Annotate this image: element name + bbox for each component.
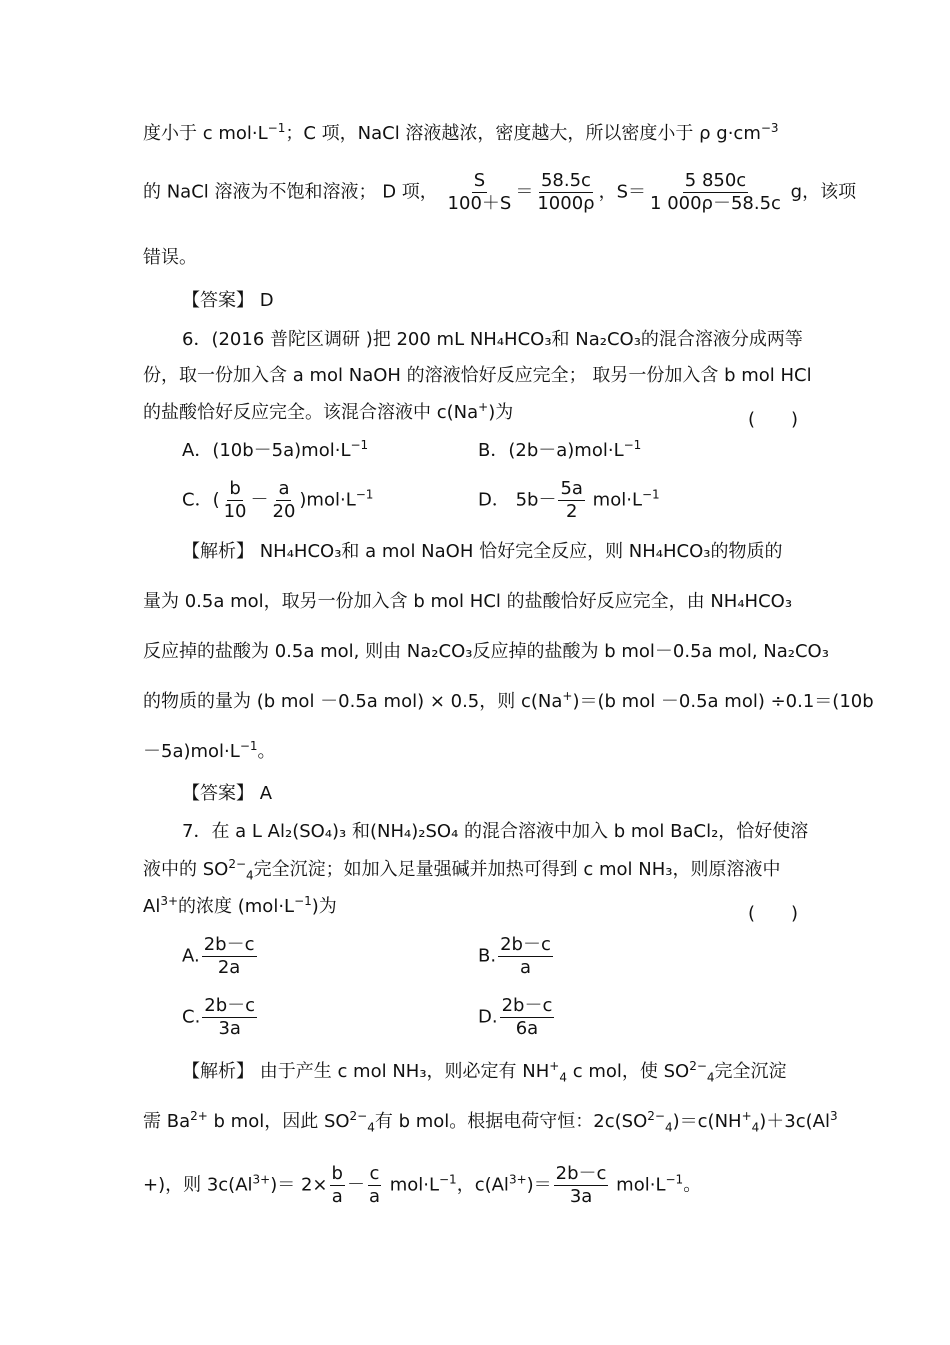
- text-run: 。: [257, 741, 276, 762]
- numerator: 58.5c: [540, 170, 591, 191]
- fraction: [202, 995, 257, 1040]
- denominator: 1000ρ: [537, 193, 595, 214]
- text-run: －: [250, 489, 269, 511]
- numerator: 2b－c: [203, 934, 255, 955]
- answer-blank: ( ): [748, 903, 799, 924]
- fraction: [498, 934, 553, 979]
- text-line: [143, 170, 856, 215]
- fraction: [554, 1163, 609, 1208]
- text-run: 有 b mol。根据电荷守恒：2c(SO: [374, 1111, 648, 1132]
- superscript: −1: [239, 739, 258, 753]
- fraction: [648, 170, 783, 215]
- text-run: ＝: [515, 181, 534, 203]
- subscript: 4: [664, 1120, 673, 1135]
- superscript: −1: [267, 121, 286, 135]
- fraction: [446, 170, 514, 215]
- numerator: 5a: [560, 478, 583, 499]
- text-run: )＝c(NH: [672, 1111, 742, 1132]
- solution-line: 【解析】 NH₄HCO₃和 a mol NaOH 恰好完全反应，则 NH₄HCO₃的物质的: [182, 541, 783, 562]
- text-run: ；C 项，NaCl 溶液越浓，密度越大，所以密度小于 ρ g·cm: [285, 123, 761, 144]
- text-run: )＋3c(Al: [759, 1111, 830, 1132]
- numerator: 2b－c: [204, 995, 256, 1016]
- numerator: a: [278, 478, 290, 499]
- superscript: +: [478, 400, 489, 414]
- superscript: +: [549, 1059, 560, 1073]
- solution-line: [143, 1110, 838, 1134]
- text-run: c mol，使 SO: [566, 1061, 690, 1082]
- subscript: 4: [246, 868, 254, 883]
- text-run: 【解析】 由于产生 c mol NH₃，则必定有 NH: [182, 1061, 550, 1082]
- text-run: 完全沉淀；如加入足量强碱并加热可得到 c mol NH₃，则原溶液中: [253, 859, 781, 880]
- denominator: 3a: [218, 1018, 241, 1039]
- denominator: 2: [565, 501, 578, 522]
- fraction: [330, 1163, 345, 1208]
- numerator: 2b－c: [555, 1163, 607, 1184]
- subscript: 4: [751, 1120, 760, 1135]
- superscript: 3+: [508, 1172, 527, 1187]
- option-c: [182, 995, 259, 1040]
- superscript: −1: [623, 438, 642, 452]
- text-run: b mol，因此 SO: [207, 1111, 350, 1132]
- option-b: [478, 934, 555, 979]
- text-run: A.: [182, 945, 200, 967]
- superscript: 2+: [190, 1109, 208, 1123]
- text-run: 的盐酸恰好反应完全。该混合溶液中 c(Na: [143, 402, 479, 423]
- numerator: S: [473, 170, 486, 191]
- text-run: 的 NaCl 溶液为不饱和溶液； D 项，: [143, 181, 438, 203]
- denominator: 10: [223, 501, 247, 522]
- solution-line: 量为 0.5a mol，取另一份加入含 b mol HCl 的盐酸恰好反应完全，由 NH₄HCO₃: [143, 591, 793, 612]
- text-run: C.: [182, 1006, 201, 1028]
- subscript: 4: [706, 1070, 715, 1085]
- question-6-line: 6．(2016 普陀区调研 )把 200 mL NH₄HCO₃和 Na₂CO₃的混合溶液分成两等: [182, 329, 803, 350]
- superscript: −1: [294, 894, 312, 908]
- denominator: a: [519, 957, 531, 978]
- denominator: 20: [272, 501, 296, 522]
- text-run: )＝ 2×: [270, 1174, 328, 1196]
- option-d: [478, 995, 556, 1040]
- text-run: B．(2b－a)mol·L: [478, 440, 624, 461]
- text-run: Al: [143, 896, 161, 917]
- numerator: 2b－c: [500, 934, 551, 955]
- option-d: [478, 478, 660, 523]
- superscript: −1: [641, 487, 660, 502]
- superscript: 2−: [647, 1109, 665, 1123]
- text-run: )为: [311, 896, 337, 917]
- superscript: −1: [439, 1172, 457, 1187]
- text-run: 液中的 SO: [143, 859, 229, 880]
- fraction: [202, 934, 257, 979]
- text-run: )＝: [526, 1174, 552, 1196]
- question-6-line: 份，取一份加入含 a mol NaOH 的溶液恰好反应完全； 取另一份加入含 b mol HCl: [143, 365, 812, 386]
- text-run: A．(10b－5a)mol·L: [182, 440, 351, 461]
- text-run: g，该项: [784, 181, 857, 203]
- text-run: ，c(Al: [456, 1174, 509, 1196]
- text-run: )＝(b mol －0.5a mol) ÷0.1＝(10b: [572, 691, 874, 712]
- solution-line: 反应掉的盐酸为 0.5a mol, 则由 Na₂CO₃反应掉的盐酸为 b mol－0.5a mol, Na₂CO₃: [143, 641, 829, 662]
- denominator: 1 000ρ－58.5c: [650, 193, 781, 214]
- solution-line: [143, 1163, 701, 1208]
- text-run: B.: [478, 945, 497, 967]
- text-run: 需 Ba: [143, 1111, 191, 1132]
- denominator: 6a: [515, 1018, 539, 1039]
- text-run: 度小于 c mol·L: [143, 123, 268, 144]
- superscript: 2−: [349, 1109, 368, 1123]
- fraction: [558, 478, 584, 523]
- text-run: )mol·L: [299, 489, 356, 511]
- superscript: +: [562, 689, 573, 703]
- text-run: 的浓度 (mol·L: [178, 896, 295, 917]
- text-run: mol·L: [383, 1174, 439, 1196]
- answer-blank: ( ): [748, 409, 799, 430]
- numerator: c: [369, 1163, 380, 1184]
- denominator: 3a: [569, 1186, 593, 1207]
- superscript: −1: [355, 487, 374, 502]
- text-run: 的物质的量为 (b mol －0.5a mol) × 0.5，则 c(Na: [143, 691, 563, 712]
- superscript: +: [741, 1109, 752, 1123]
- text-line: 错误。: [143, 247, 197, 268]
- superscript: 3: [830, 1109, 838, 1123]
- text-run: +)，则 3c(Al: [143, 1174, 253, 1196]
- superscript: −1: [350, 438, 369, 452]
- denominator: 2a: [217, 957, 241, 978]
- option-a: [182, 934, 259, 979]
- superscript: 3+: [252, 1172, 271, 1187]
- question-6-line: [143, 401, 513, 425]
- numerator: 2b－c: [501, 995, 553, 1016]
- option-c: [182, 478, 373, 523]
- fraction: [271, 478, 298, 523]
- fraction: [367, 1163, 382, 1208]
- numerator: b: [229, 478, 241, 499]
- numerator: b: [331, 1163, 343, 1184]
- text-run: D.: [478, 1006, 498, 1028]
- fraction: [222, 478, 249, 523]
- text-line: [143, 122, 779, 146]
- subscript: 4: [367, 1120, 375, 1135]
- answer-line: 【答案】 D: [182, 290, 274, 311]
- denominator: a: [368, 1186, 380, 1207]
- text-run: )为: [488, 402, 514, 423]
- text-run: mol·L: [586, 489, 642, 511]
- text-run: D． 5b－: [478, 489, 557, 511]
- superscript: −1: [665, 1172, 684, 1187]
- answer-line: 【答案】 A: [182, 783, 273, 804]
- question-7-line: [143, 858, 781, 882]
- superscript: 2−: [689, 1059, 707, 1073]
- question-7-line: 7．在 a L Al₂(SO₄)₃ 和(NH₄)₂SO₄ 的混合溶液中加入 b mol BaCl₂，恰好使溶: [182, 821, 809, 842]
- fraction: [500, 995, 555, 1040]
- option-a: [182, 439, 368, 463]
- text-run: －5a)mol·L: [143, 741, 240, 762]
- solution-line: [182, 1060, 787, 1084]
- denominator: a: [331, 1186, 343, 1207]
- subscript: 4: [559, 1070, 567, 1085]
- superscript: −3: [760, 121, 779, 135]
- superscript: 3+: [160, 894, 179, 908]
- solution-line: [143, 740, 276, 764]
- text-run: 完全沉淀: [714, 1061, 787, 1082]
- text-run: －: [346, 1174, 365, 1196]
- option-b: [478, 439, 641, 463]
- fraction: [535, 170, 596, 215]
- solution-line: [143, 690, 874, 714]
- numerator: 5 850c: [684, 170, 747, 191]
- text-run: mol·L: [610, 1174, 666, 1196]
- denominator: 100＋S: [447, 193, 512, 214]
- text-run: ，S＝: [598, 181, 647, 203]
- superscript: 2−: [228, 857, 247, 871]
- text-run: 。: [683, 1174, 702, 1196]
- question-7-line: [143, 895, 337, 919]
- text-run: C．(: [182, 489, 220, 511]
